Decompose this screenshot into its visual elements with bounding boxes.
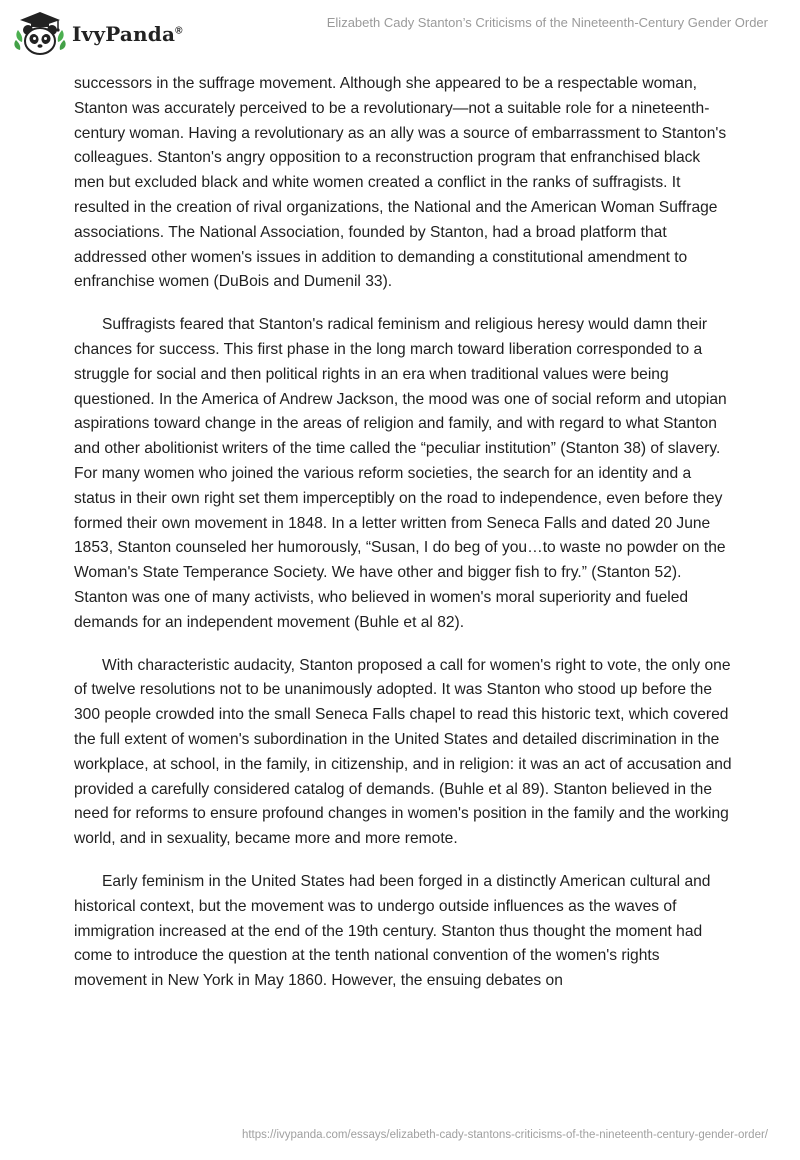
essay-body [74, 72, 734, 1012]
brand-name: IvyPanda® [72, 22, 183, 46]
document-title: Elizabeth Cady Stanton’s Criticisms of the Nineteenth-Century Gender Order [326, 15, 768, 30]
paragraph: With characteristic audacity, Stanton proposed a call for women's right to vote, the only one of twelve resolutions not to be unanimously adopted. It was Stanton who stood up before the 300 people crowded into the small Seneca Falls chapel to read this historic text, which covered the full extent of women's subordination in the United States and detailed discrimination in the workplace, at school, in the family, in citizenship, and in religion: it was an act of accusation and provided a carefully considered catalog of demands. (Buhle et al 89). Stanton believed in the need for reforms to ensure profound changes in women's position in the family and the working world, and in sexuality, became more and more remote. [74, 656, 732, 848]
ivypanda-logo[interactable] [14, 10, 183, 58]
page-header [0, 0, 800, 70]
paragraph: Suffragists feared that Stanton's radical feminism and religious heresy would damn their chances for success. This first phase in the long march toward liberation corresponded to a struggle for social and then political rights in an era when traditional values were being questioned. In the America of Andrew Jackson, the mood was one of social reform and utopian aspirations toward change in the areas of religion and family, and with regard to what Stanton and other abolitionist writers of the time called the “peculiar institution” (Stanton 38) of slavery. For many women who joined the various reform societies, the search for an identity and a status in their own right set them imperceptibly on the road to independence, even before they formed their own movement in 1848. In a letter written from Seneca Falls and dated 20 June 1853, Stanton counseled her humorously, “Susan, I do beg of you…to waste no powder on the Woman's State Temperance Society. We have other and bigger fish to fry.” (Stanton 52). Stanton was one of many activists, who believed in women's moral superiority and fueled demands for an independent movement (Buhle et al 82). [74, 316, 727, 631]
paragraph-continued: successors in the suffrage movement. Although she appeared to be a respectable woman, Stanton was accurately perceived to be a revolutionary—not a suitable role for a nineteenth-century woman. Having a revolutionary as an ally was a source of embarrassment to Stanton's colleagues. Stanton's angry opposition to a reconstruction program that enfranchised black men but excluded black and white women created a conflict in the ranks of suffragists. It resulted in the creation of rival organizations, the National and the American Woman Suffrage associations. The National Association, founded by Stanton, had a broad platform that addressed other women's issues in addition to demanding a constitutional amendment to enfranchise women (DuBois and Dumenil 33). [74, 75, 727, 291]
panda-graduate-icon [14, 10, 66, 58]
source-url[interactable]: https://ivypanda.com/essays/elizabeth-cady-stantons-criticisms-of-the-nineteenth-century-gender-order/ [241, 1129, 768, 1141]
paragraph: Early feminism in the United States had been forged in a distinctly American cultural and historical context, but the movement was to undergo outside influences as the waves of immigration increased at the end of the 19th century. Stanton thus thought the moment had come to introduce the question at the tenth national convention of the women's rights movement in New York in May 1860. However, the ensuing debates on [74, 872, 711, 990]
registered-mark: ® [175, 25, 183, 37]
